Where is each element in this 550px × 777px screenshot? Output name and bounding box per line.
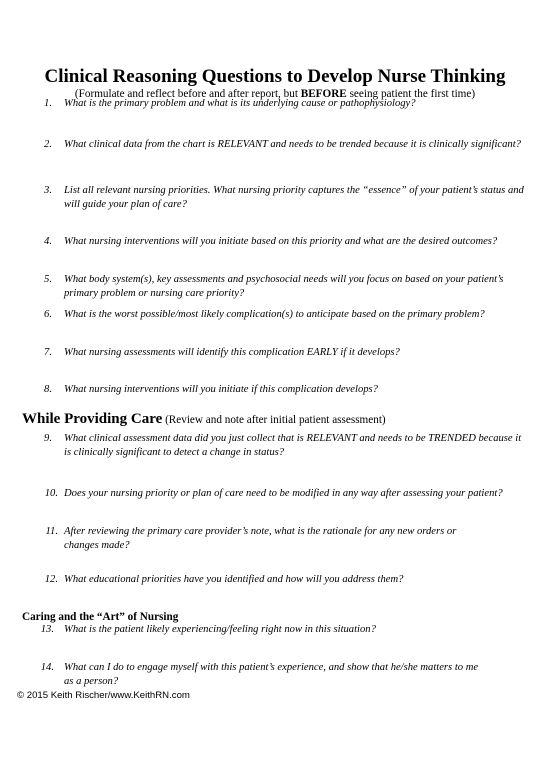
question-1 [0,97,550,125]
question-9 [0,432,550,462]
question-number: 2. [44,139,52,150]
question-number: 4. [44,236,52,247]
question-text: Does your nursing priority or plan of care need to be modified in any way after assessing your patient? [64,488,503,499]
question-text: What nursing interventions will you initiate based on this priority and what are the desired outcomes? [64,236,498,247]
section-heading-text: While Providing Care [22,411,163,427]
question-number: 14. [40,662,54,673]
question-text: What educational priorities have you identified and how will you address them? [64,574,404,585]
question-text: What is the primary problem and what is its underlying cause or pathophysiology? [64,98,416,109]
question-number: 3. [44,185,52,196]
section-heading-caring: Caring and the “Art” of Nursing [22,611,179,623]
question-text: What clinical assessment data did you just collect that is RELEVANT and needs to be TRENDED because it is clinically significant to detect a change in status? [64,433,522,458]
section-heading-while-providing-care [22,410,386,429]
question-14 [0,661,550,691]
subtitle-text-before: (Formulate and reflect before and after report, but [74,88,301,100]
question-10 [0,487,550,503]
question-number: 8. [44,384,52,395]
question-text: What can I do to engage myself with this patient’s experience, and show that he/she matters to me as a person? [64,662,479,687]
question-12 [0,573,550,589]
question-number: 10. [44,488,58,499]
question-number: 1. [44,98,52,109]
question-6 [0,308,550,324]
copyright-footer: © 2015 Keith Rischer/www.KeithRN.com [17,690,190,701]
question-4 [0,235,550,251]
question-3 [0,184,550,214]
question-number: 7. [44,347,52,358]
question-text: After reviewing the primary care provider’s note, what is the rationale for any new orders or changes made? [64,526,457,551]
question-text: What is the patient likely experiencing/feeling right now in this situation? [64,624,376,635]
question-number: 6. [44,309,52,320]
question-number: 13. [40,624,54,635]
question-8 [0,383,550,399]
question-text: What nursing interventions will you initiate if this complication develops? [64,384,378,395]
question-number: 9. [44,433,52,444]
subtitle-emphasis: BEFORE [300,88,347,100]
question-text: What nursing assessments will identify this complication EARLY if it develops? [64,347,400,358]
question-5 [0,273,550,303]
question-text: What clinical data from the chart is RELEVANT and needs to be trended because it is clinically significant? [64,139,521,150]
question-text: List all relevant nursing priorities. What nursing priority captures the “essence” of your patient’s status and will guide your plan of care? [64,185,524,210]
question-7 [0,346,550,362]
question-number: 5. [44,274,52,285]
subtitle-text-after: seeing patient the first time) [346,88,476,100]
question-13 [0,623,550,639]
section-subheading: (Review and note after initial patient assessment) [162,414,386,426]
question-11 [0,525,550,555]
question-text: What is the worst possible/most likely complication(s) to anticipate based on the primary problem? [64,309,485,320]
question-2 [0,138,550,168]
question-number: 12. [44,574,58,585]
question-text: What body system(s), key assessments and psychosocial needs will you focus on based on your patient’s primary problem or nursing care priority? [64,274,504,299]
page-title: Clinical Reasoning Questions to Develop Nurse Thinking [44,66,506,87]
question-number: 11. [45,526,58,537]
